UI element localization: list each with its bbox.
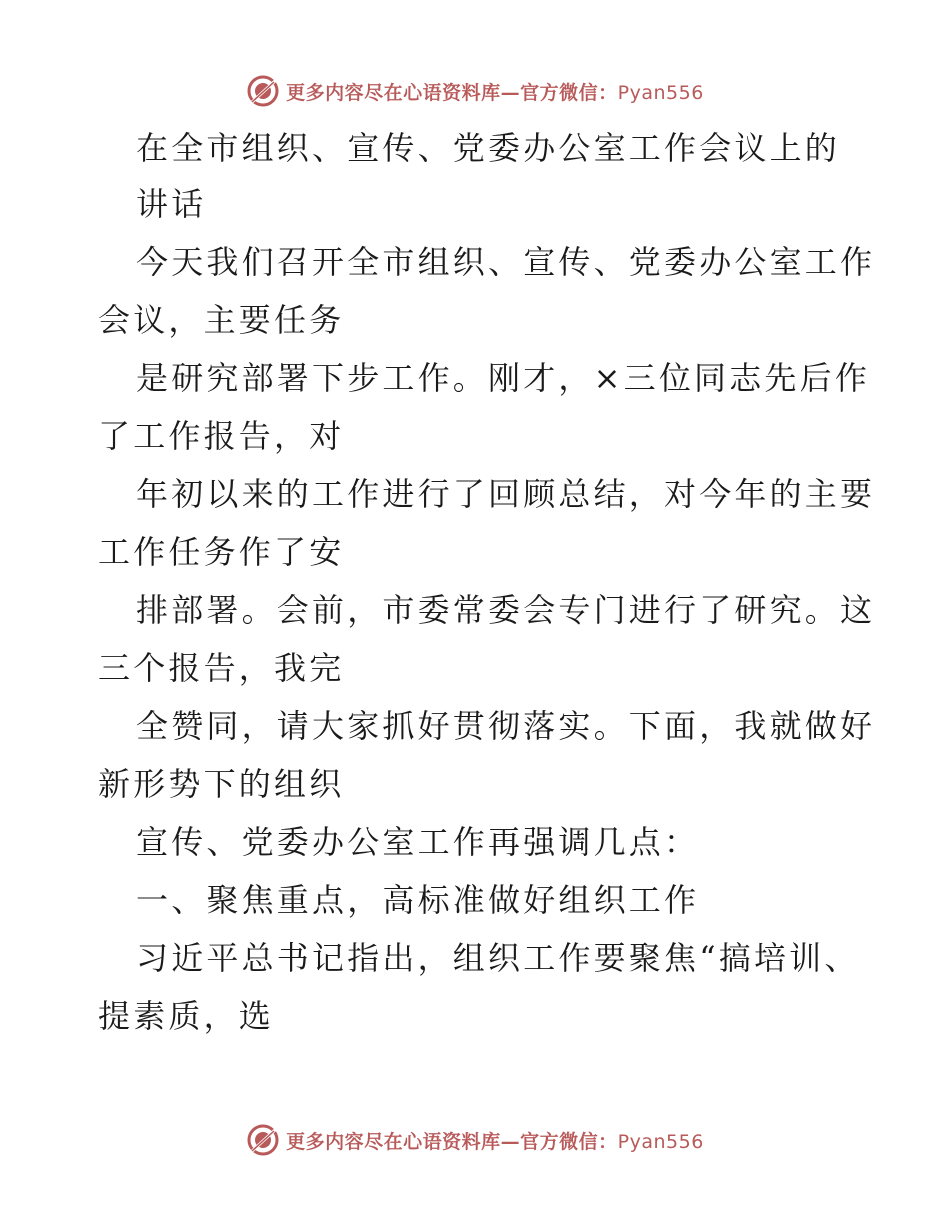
text-line: 年初以来的工作进行了回顾总结，对今年的主要 xyxy=(136,475,876,513)
text-line: 习近平总书记指出，组织工作要聚焦“搞培训、 xyxy=(136,939,860,977)
banner-text xyxy=(286,78,704,105)
text-line: 三个报告，我完 xyxy=(98,649,345,687)
text-line: 是研究部署下步工作。刚才，×三位同志先后作 xyxy=(136,359,871,397)
banner-text xyxy=(286,1127,704,1154)
text-line: 今天我们召开全市组织、宣传、党委办公室工作 xyxy=(136,243,876,281)
text-line: 会议，主要任务 xyxy=(98,301,345,339)
text-line: 宣传、党委办公室工作再强调几点： xyxy=(136,823,700,861)
header-banner xyxy=(0,71,950,111)
section-heading: 一、聚焦重点，高标准做好组织工作 xyxy=(136,881,700,919)
text-line: 新形势下的组织 xyxy=(98,765,345,803)
text-line: 了工作报告，对 xyxy=(98,417,345,455)
quill-logo-icon xyxy=(246,74,280,108)
text-line: 排部署。会前，市委常委会专门进行了研究。这 xyxy=(136,591,876,629)
text-line: 全赞同，请大家抓好贯彻落实。下面，我就做好 xyxy=(136,707,876,745)
footer-banner xyxy=(0,1120,950,1160)
banner-wechat-id: Pyan556 xyxy=(617,81,704,104)
title-line-1: 在全市组织、宣传、党委办公室工作会议上的 xyxy=(136,129,841,167)
title-line-2: 讲话 xyxy=(136,185,207,223)
banner-slogan: 更多内容尽在心语资料库—官方微信： xyxy=(286,1130,618,1153)
text-line: 工作任务作了安 xyxy=(98,533,345,571)
banner-slogan: 更多内容尽在心语资料库—官方微信： xyxy=(286,81,618,104)
quill-logo-icon xyxy=(246,1123,280,1157)
text-line: 提素质，选 xyxy=(98,997,275,1035)
banner-wechat-id: Pyan556 xyxy=(617,1130,704,1153)
